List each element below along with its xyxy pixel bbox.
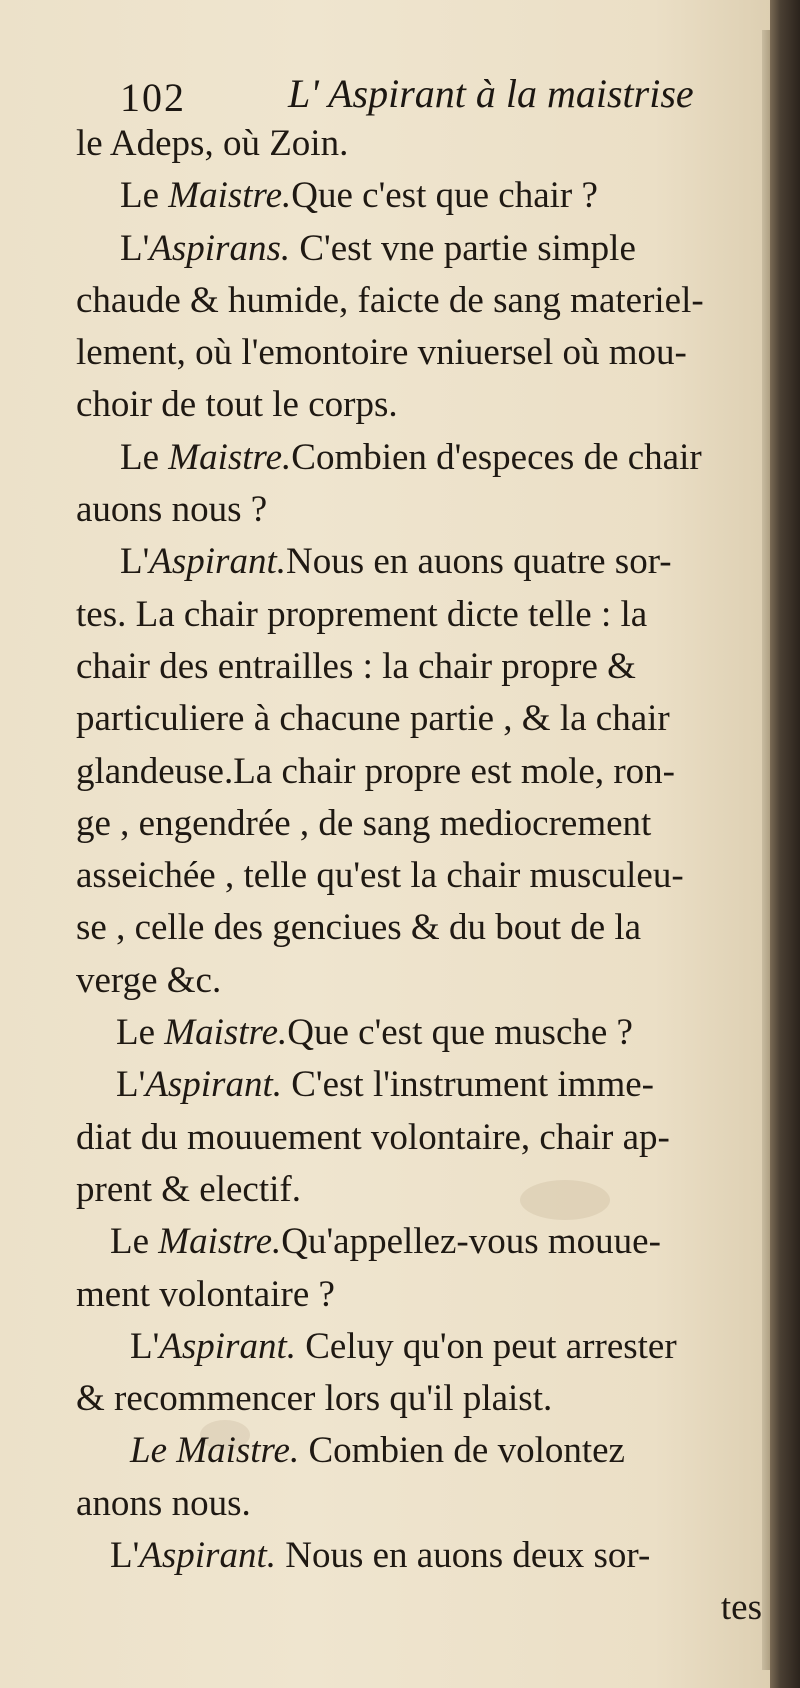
- text-line: [76, 1373, 768, 1425]
- text-line: [76, 589, 768, 641]
- line-text: C'est l'instrument imme-: [282, 1064, 654, 1106]
- line-text: ment volontaire ?: [76, 1273, 335, 1315]
- text-line: [76, 1478, 768, 1530]
- line-text: L': [130, 1325, 160, 1367]
- text-line: [76, 118, 768, 170]
- book-edge-shadow: [770, 0, 800, 1688]
- line-text: L': [110, 1535, 140, 1577]
- text-line: [76, 850, 768, 902]
- line-text: diat du mouuement volontaire, chair ap-: [76, 1116, 670, 1158]
- line-text: choir de tout le corps.: [76, 384, 398, 426]
- text-line: [76, 1425, 768, 1477]
- speaker-name: Maistre.: [168, 436, 292, 478]
- text-line: [76, 223, 768, 275]
- text-line: [76, 1321, 768, 1373]
- speaker-name: Aspirant.: [159, 1325, 296, 1367]
- text-line: [76, 379, 768, 431]
- line-text: Combien de volontez: [299, 1430, 625, 1472]
- line-text: L': [120, 227, 150, 269]
- page-number: 102: [120, 75, 186, 120]
- line-text: asseichée , telle qu'est la chair musculeu-: [76, 855, 684, 897]
- line-text: anons nous.: [76, 1482, 251, 1524]
- text-line: [76, 327, 768, 379]
- line-text: Combien d'especes de chair: [291, 436, 702, 478]
- text-line: [76, 1164, 768, 1216]
- line-text: glandeuse.La chair propre est mole, ron-: [76, 750, 675, 792]
- running-title: L' Aspirant à la maistrise: [288, 71, 694, 116]
- line-text: Le: [120, 175, 169, 217]
- speaker-name: Aspirant.: [145, 1064, 282, 1106]
- line-text: auons nous ?: [76, 489, 268, 531]
- line-text: Que c'est que musche ?: [287, 1012, 633, 1054]
- line-text: Le: [116, 1012, 165, 1054]
- body-text: [76, 118, 768, 1635]
- line-text: lement, où l'emontoire vniuersel où mou-: [76, 332, 687, 374]
- line-text: ge , engendrée , de sang mediocrement: [76, 802, 652, 844]
- line-text: Nous en auons deux sor-: [276, 1535, 651, 1577]
- text-line: [76, 798, 768, 850]
- text-line: [76, 1007, 768, 1059]
- line-text: le Adeps, où Zoin.: [76, 123, 349, 164]
- text-line: [76, 1269, 768, 1321]
- speaker-name: Aspirant.: [149, 541, 286, 583]
- speaker-name: Aspirant.: [139, 1535, 276, 1577]
- text-line: [76, 275, 768, 327]
- line-text: Celuy qu'on peut arrester: [296, 1325, 677, 1367]
- line-text: chaude & humide, faicte de sang materiel-: [76, 279, 704, 321]
- text-line: [76, 641, 768, 693]
- line-text: se , celle des genciues & du bout de la: [76, 907, 642, 949]
- line-text: Que c'est que chair ?: [291, 175, 598, 217]
- text-line: [76, 693, 768, 745]
- line-text: Nous en auons quatre sor-: [286, 541, 672, 583]
- text-line: [76, 1059, 768, 1111]
- text-line: [76, 746, 768, 798]
- line-text: Le: [120, 436, 169, 478]
- line-text: Qu'appellez-vous mouue-: [281, 1221, 661, 1263]
- text-line: [76, 170, 768, 222]
- line-text: tes. La chair proprement dicte telle : la: [76, 593, 648, 635]
- text-line: [76, 484, 768, 536]
- text-line: [76, 1582, 768, 1634]
- line-text: verge &c.: [76, 959, 222, 1001]
- speaker-name: Le Maistre.: [130, 1430, 300, 1472]
- text-line: [76, 432, 768, 484]
- line-text: L': [120, 541, 150, 583]
- text-line: [76, 1216, 768, 1268]
- text-line: [76, 902, 768, 954]
- line-text: chair des entrailles : la chair propre &: [76, 645, 636, 687]
- line-text: L': [116, 1064, 146, 1106]
- line-text: C'est vne partie simple: [290, 227, 636, 269]
- speaker-name: Maistre.: [158, 1221, 282, 1263]
- text-line: [76, 1530, 768, 1582]
- text-line: [76, 1112, 768, 1164]
- line-text: tes: [720, 1587, 762, 1629]
- speaker-name: Aspirans.: [149, 227, 291, 269]
- text-line: [76, 536, 768, 588]
- line-text: prent & electif.: [76, 1168, 301, 1210]
- text-line: [76, 955, 768, 1007]
- speaker-name: Maistre.: [168, 175, 292, 217]
- line-text: particuliere à chacune partie , & la chair: [76, 698, 670, 740]
- line-text: Le: [110, 1221, 159, 1263]
- line-text: & recommencer lors qu'il plaist.: [76, 1378, 553, 1420]
- speaker-name: Maistre.: [164, 1012, 288, 1054]
